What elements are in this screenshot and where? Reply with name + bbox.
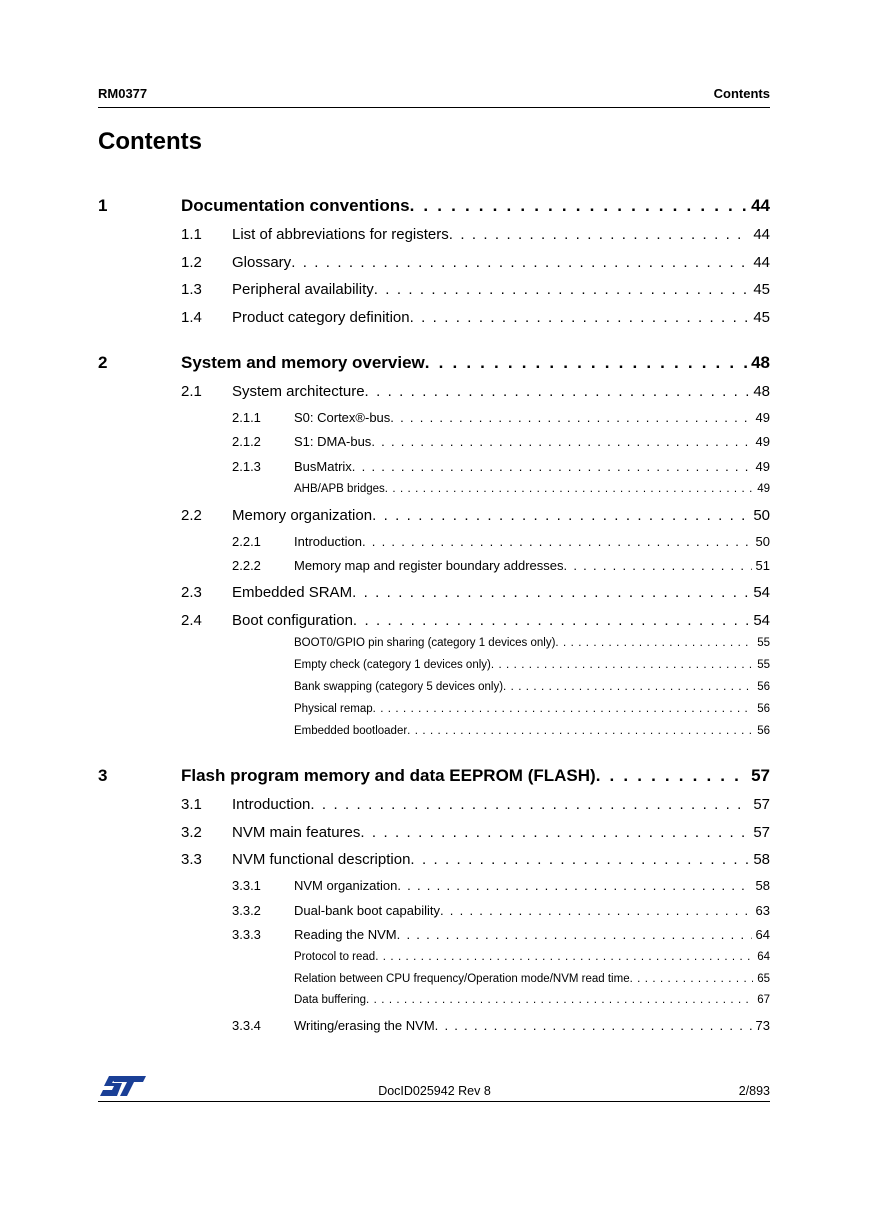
- toc-leader: [362, 534, 752, 549]
- toc-title: BusMatrix: [294, 459, 352, 474]
- footer-doc-ref: DocID025942 Rev 8: [378, 1084, 491, 1098]
- toc-section-1-1[interactable]: [181, 226, 770, 246]
- toc-number: 3.2: [181, 824, 202, 841]
- toc-page: 49: [755, 410, 770, 425]
- toc-page: 44: [753, 254, 770, 271]
- toc-title: Embedded SRAM: [232, 584, 353, 601]
- toc-page: 54: [753, 612, 770, 629]
- toc-section-2-1[interactable]: [181, 383, 770, 403]
- toc-leader: [385, 483, 753, 495]
- toc-leader: [410, 196, 748, 216]
- toc-leader: [410, 309, 750, 326]
- toc-title: Introduction: [294, 534, 362, 549]
- toc-page: 58: [755, 878, 770, 893]
- toc-leader: [630, 973, 754, 985]
- toc-number: 2.4: [181, 612, 202, 629]
- toc-page: 51: [755, 558, 770, 573]
- toc-title: Reading the NVM: [294, 927, 397, 942]
- toc-leader: [352, 459, 752, 474]
- toc-leader: [503, 681, 753, 693]
- toc-leader: [555, 637, 753, 649]
- toc-section-3-3[interactable]: [181, 851, 770, 871]
- toc-title: S0: Cortex®-bus: [294, 410, 391, 425]
- toc-paragraph-embedded-bootloader[interactable]: [294, 725, 770, 741]
- toc-number: 2.1.2: [232, 434, 261, 449]
- toc-title: System and memory overview: [181, 353, 425, 372]
- toc-title: Protocol to read: [294, 951, 376, 963]
- toc-number: 2.1.3: [232, 459, 261, 474]
- toc-number: 1.2: [181, 254, 202, 271]
- toc-page: 58: [753, 851, 770, 868]
- toc-subsection-2-1-2[interactable]: [232, 434, 770, 452]
- toc-page: 44: [753, 226, 770, 243]
- toc-title: Memory map and register boundary addresses: [294, 558, 564, 573]
- toc-page: 49: [755, 459, 770, 474]
- toc-subsection-2-1-3[interactable]: [232, 459, 770, 477]
- toc-page: 45: [753, 309, 770, 326]
- toc-page: 45: [753, 281, 770, 298]
- toc-paragraph-ahb-apb-bridges[interactable]: [294, 483, 770, 499]
- toc-page: 55: [757, 637, 770, 649]
- toc-number: 2.2.2: [232, 558, 261, 573]
- toc-number: 3.3.4: [232, 1018, 261, 1033]
- toc-title: System architecture: [232, 383, 365, 400]
- header-doc-id: RM0377: [98, 86, 148, 101]
- toc-title: Peripheral availability: [232, 281, 374, 298]
- toc-section-2-3[interactable]: [181, 584, 770, 604]
- toc-page: 57: [751, 766, 770, 785]
- toc-subsection-3-3-1[interactable]: [232, 878, 770, 896]
- toc-number: 3.3.1: [232, 878, 261, 893]
- toc-title: Writing/erasing the NVM: [294, 1018, 435, 1033]
- toc-leader: [410, 851, 749, 868]
- toc-number: 2.1.1: [232, 410, 261, 425]
- toc-title: Data buffering: [294, 994, 367, 1006]
- toc-leader: [365, 383, 750, 400]
- toc-chapter-3[interactable]: [98, 766, 770, 788]
- toc-number: 3.3: [181, 851, 202, 868]
- toc-number: 3.3.3: [232, 927, 261, 942]
- toc-subsection-3-3-4[interactable]: [232, 1018, 770, 1036]
- toc-paragraph-protocol-to-read[interactable]: [294, 951, 770, 967]
- toc-number: 3: [98, 766, 108, 785]
- toc-leader: [371, 434, 751, 449]
- toc-number: 1.1: [181, 226, 202, 243]
- toc-number: 1.3: [181, 281, 202, 298]
- toc-leader: [353, 612, 749, 629]
- toc-title: List of abbreviations for registers: [232, 226, 449, 243]
- toc-subsection-2-1-1[interactable]: [232, 410, 770, 428]
- toc-page: 67: [757, 994, 770, 1006]
- toc-leader: [360, 824, 749, 841]
- toc-title: AHB/APB bridges: [294, 483, 385, 495]
- toc-title: Product category definition: [232, 309, 410, 326]
- footer-rule: [98, 1101, 770, 1102]
- toc-page: 48: [753, 383, 770, 400]
- toc-leader: [407, 725, 753, 737]
- toc-page: 55: [757, 659, 770, 671]
- toc-page: 56: [757, 681, 770, 693]
- toc-page: 63: [755, 903, 770, 918]
- toc-title: NVM organization: [294, 878, 398, 893]
- toc-section-2-2[interactable]: [181, 507, 770, 527]
- toc-leader: [374, 281, 750, 298]
- toc-number: 3.3.2: [232, 903, 261, 918]
- toc-page: 57: [753, 796, 770, 813]
- toc-section-2-4[interactable]: [181, 612, 770, 632]
- toc-page: 54: [753, 584, 770, 601]
- toc-title: Glossary: [232, 254, 292, 271]
- toc-section-1-3[interactable]: [181, 281, 770, 301]
- toc-leader: [449, 226, 750, 243]
- toc-page: 44: [751, 196, 770, 215]
- toc-leader: [372, 507, 749, 524]
- header-section: Contents: [713, 86, 770, 101]
- toc-page: 64: [757, 951, 770, 963]
- toc-title: Boot configuration: [232, 612, 353, 629]
- toc-page: 50: [755, 534, 770, 549]
- toc-title: Introduction: [232, 796, 311, 813]
- toc-title: NVM functional description: [232, 851, 411, 868]
- toc-number: 1.4: [181, 309, 202, 326]
- toc-number: 2.2: [181, 507, 202, 524]
- toc-leader: [390, 410, 751, 425]
- footer-page-number: 2/893: [738, 1084, 770, 1098]
- toc-paragraph-physical-remap[interactable]: [294, 703, 770, 719]
- toc-leader: [491, 659, 753, 671]
- toc-title: Empty check (category 1 devices only): [294, 659, 491, 671]
- toc-page: 57: [753, 824, 770, 841]
- toc-page: 48: [751, 353, 770, 372]
- toc-leader: [375, 951, 753, 963]
- toc-title: Embedded bootloader: [294, 725, 408, 737]
- toc-leader: [352, 584, 749, 601]
- header-rule: [98, 107, 770, 108]
- toc-number: 2.3: [181, 584, 202, 601]
- toc-page: 65: [757, 973, 770, 985]
- toc-page: 49: [757, 483, 770, 495]
- page-title: Contents: [98, 128, 202, 155]
- toc-leader: [310, 796, 749, 813]
- toc-subsection-2-2-2[interactable]: [232, 558, 770, 576]
- toc-title: Physical remap: [294, 703, 373, 715]
- toc-leader: [397, 878, 751, 893]
- toc-title: Flash program memory and data EEPROM (FLASH): [181, 766, 596, 785]
- toc-chapter-2[interactable]: [98, 353, 770, 375]
- toc-number: 1: [98, 196, 108, 215]
- toc-page: 73: [755, 1018, 770, 1033]
- toc-paragraph-boot0-gpio[interactable]: [294, 637, 770, 653]
- toc-title: Relation between CPU frequency/Operation mode/NVM read time: [294, 973, 630, 985]
- toc-title: BOOT0/GPIO pin sharing (category 1 devices only): [294, 637, 556, 649]
- toc-title: Dual-bank boot capability: [294, 903, 440, 918]
- toc-leader: [366, 994, 753, 1006]
- toc-title: Documentation conventions: [181, 196, 410, 215]
- toc-number: 2: [98, 353, 108, 372]
- toc-leader: [425, 353, 747, 373]
- toc-page: 50: [753, 507, 770, 524]
- toc-number: 2.2.1: [232, 534, 261, 549]
- toc-leader: [440, 903, 752, 918]
- toc-subsection-2-2-1[interactable]: [232, 534, 770, 552]
- toc-paragraph-cpu-frequency-relation[interactable]: [294, 973, 770, 989]
- toc-leader: [397, 927, 752, 942]
- toc-page: 56: [757, 725, 770, 737]
- toc-section-1-4[interactable]: [181, 309, 770, 329]
- toc-title: NVM main features: [232, 824, 361, 841]
- toc-leader: [373, 703, 754, 715]
- toc-leader: [564, 558, 752, 573]
- toc-title: Bank swapping (category 5 devices only): [294, 681, 504, 693]
- toc-subsection-3-3-3[interactable]: [232, 927, 770, 945]
- toc-subsection-3-3-2[interactable]: [232, 903, 770, 921]
- toc-leader: [596, 766, 747, 786]
- toc-section-1-2[interactable]: [181, 254, 770, 274]
- toc-title: S1: DMA-bus: [294, 434, 372, 449]
- toc-number: 3.1: [181, 796, 202, 813]
- toc-page: 64: [755, 927, 770, 942]
- toc-title: Memory organization: [232, 507, 373, 524]
- toc-paragraph-data-buffering[interactable]: [294, 994, 770, 1010]
- toc-section-3-1[interactable]: [181, 796, 770, 816]
- toc-paragraph-empty-check[interactable]: [294, 659, 770, 675]
- toc-leader: [435, 1018, 752, 1033]
- toc-page: 56: [757, 703, 770, 715]
- toc-chapter-1[interactable]: [98, 196, 770, 218]
- toc-number: 2.1: [181, 383, 202, 400]
- toc-paragraph-bank-swapping[interactable]: [294, 681, 770, 697]
- toc-page: 49: [755, 434, 770, 449]
- toc-leader: [291, 254, 749, 271]
- toc-section-3-2[interactable]: [181, 824, 770, 844]
